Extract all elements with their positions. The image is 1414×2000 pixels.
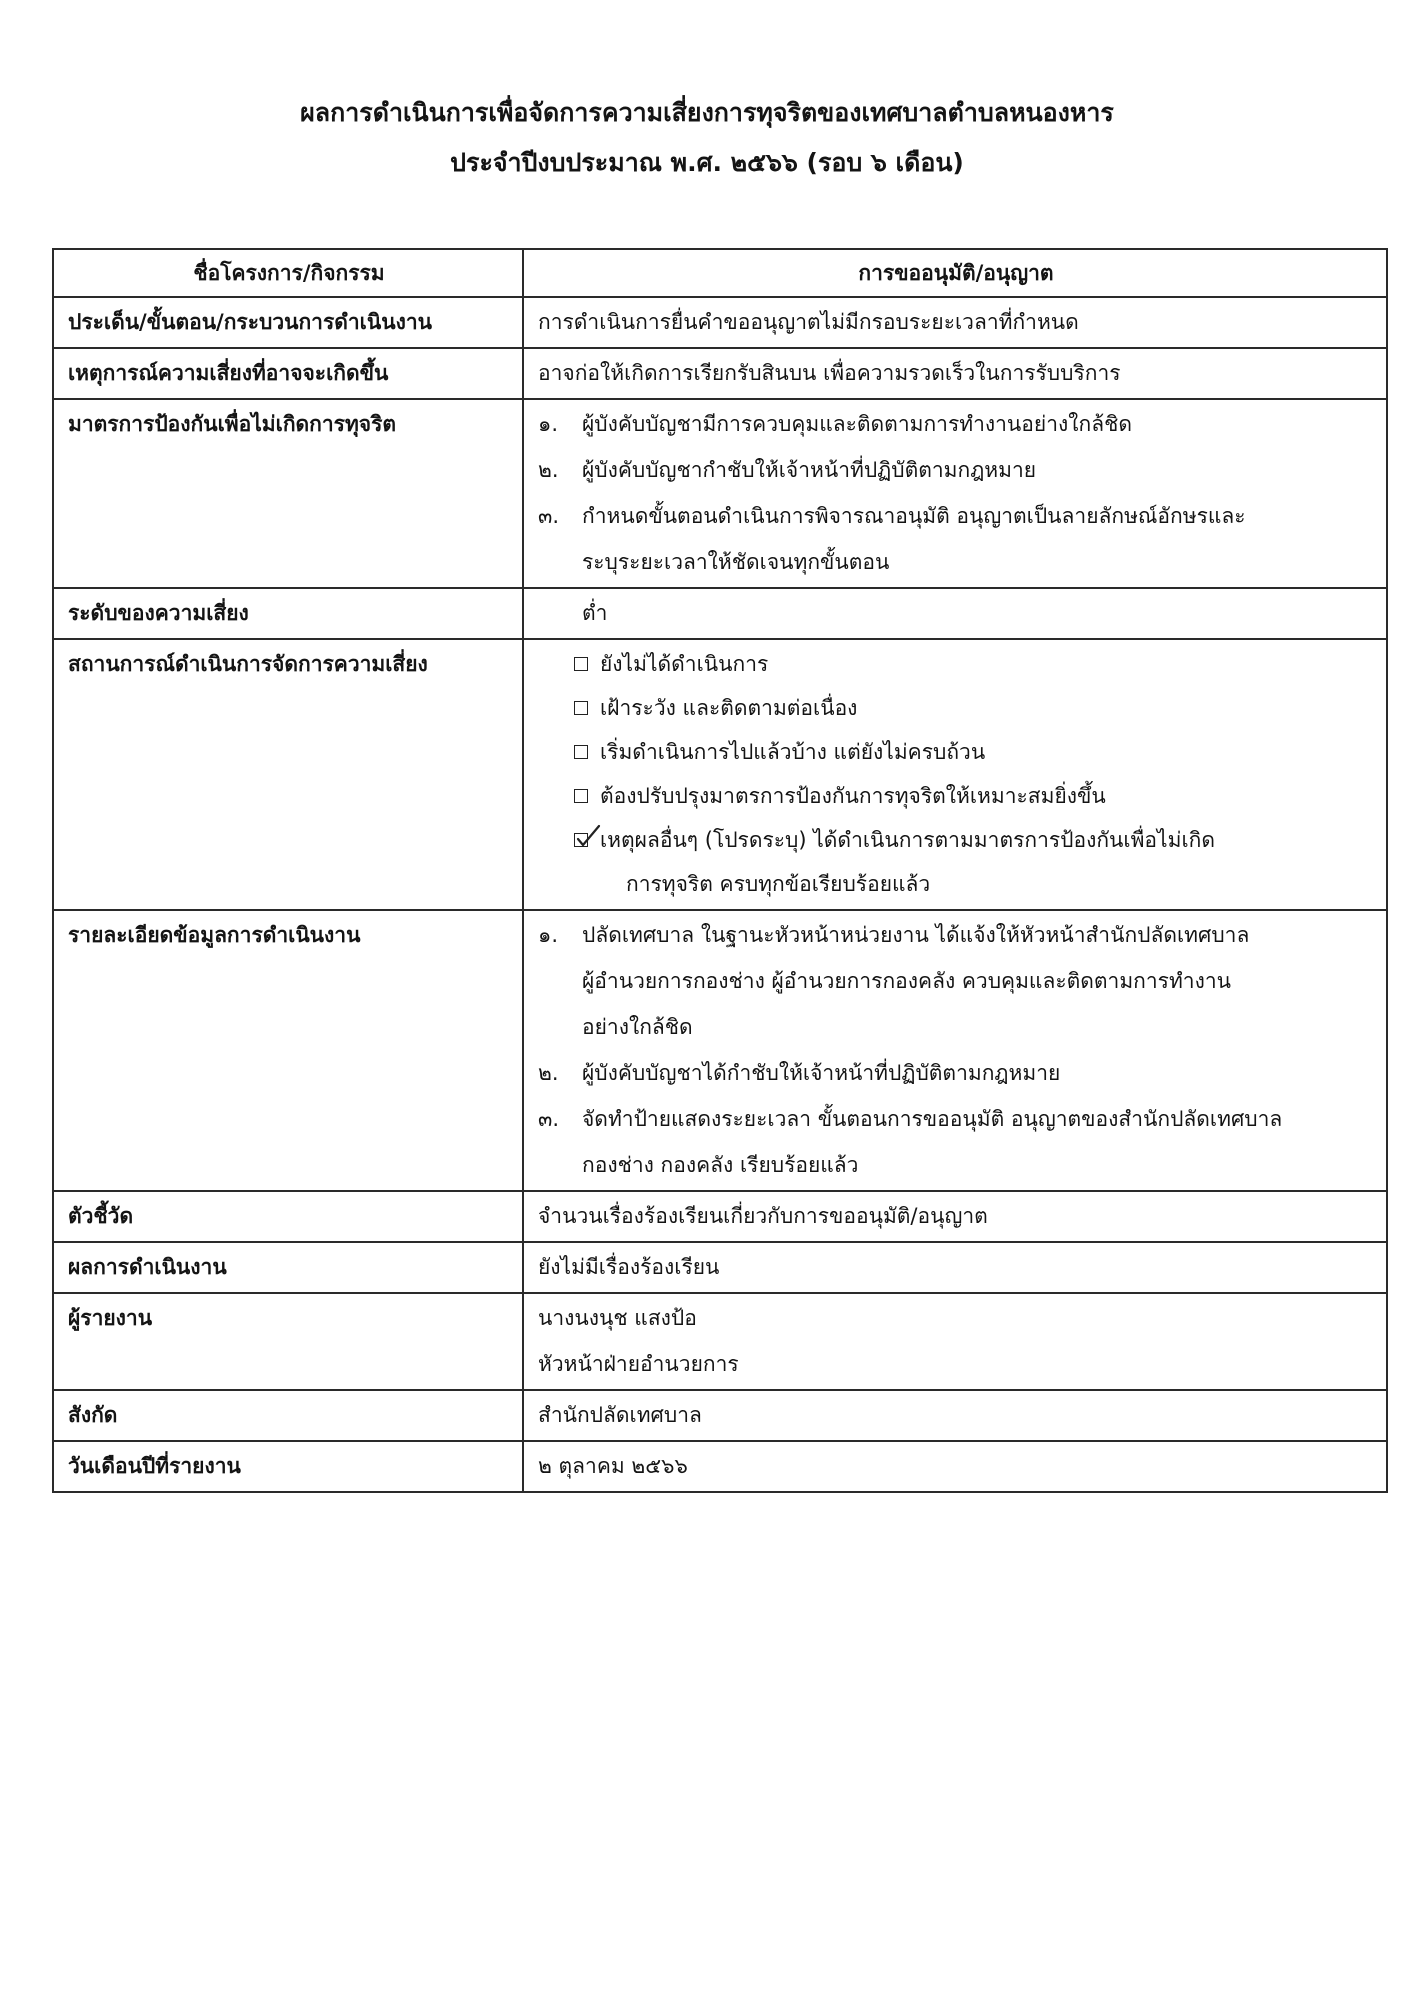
prevention-item-number: ๑.	[538, 412, 559, 436]
result-label: ผลการดำเนินงาน	[53, 1242, 523, 1293]
risk-event-label: เหตุการณ์ความเสี่ยงที่อาจจะเกิดขึ้น	[53, 348, 523, 399]
checkbox-empty	[568, 737, 600, 767]
table-row-status	[53, 639, 1387, 910]
affiliation-value: สำนักปลัดเทศบาล	[523, 1390, 1387, 1441]
status-option-text: เหตุผลอื่นๆ (โปรดระบุ) ได้ดำเนินการตามมาตรการป้องกันเพื่อไม่เกิด	[600, 828, 1215, 852]
risk-level-label: ระดับของความเสี่ยง	[53, 588, 523, 639]
check-mark-icon	[572, 821, 602, 851]
checkbox-empty	[568, 693, 600, 723]
table-row-risk-level	[53, 588, 1387, 639]
reporter-name: นางนงนุช แสงป้อ	[538, 1306, 697, 1330]
status-option-text: ยังไม่ได้ดำเนินการ	[600, 652, 769, 676]
status-option-text: เริ่มดำเนินการไปแล้วบ้าง แต่ยังไม่ครบถ้วน	[600, 740, 986, 764]
details-item-text: ปลัดเทศบาล ในฐานะหัวหน้าหน่วยงาน ได้แจ้งให้หัวหน้าสำนักปลัดเทศบาล	[582, 923, 1250, 947]
process-value: การดำเนินการยื่นคำขออนุญาตไม่มีกรอบระยะเวลาที่กำหนด	[523, 297, 1387, 348]
indicator-label: ตัวชี้วัด	[53, 1191, 523, 1242]
prevention-item-number: ๒.	[538, 458, 559, 482]
report-date-label: วันเดือนปีที่รายงาน	[53, 1441, 523, 1492]
details-item	[538, 1050, 1374, 1096]
checkbox-empty	[568, 781, 600, 811]
document-title: ผลการดำเนินการเพื่อจัดการความเสี่ยงการทุจริตของเทศบาลตำบลหนองหาร	[300, 98, 1114, 127]
details-item	[538, 1096, 1374, 1180]
details-label: รายละเอียดข้อมูลการดำเนินงาน	[53, 910, 523, 1191]
table-row-reporter	[53, 1293, 1387, 1390]
prevention-item-text: กำหนดขั้นตอนดำเนินการพิจารณาอนุมัติ อนุญาตเป็นลายลักษณ์อักษรและ	[582, 504, 1246, 528]
indicator-value: จำนวนเรื่องร้องเรียนเกี่ยวกับการขออนุมัติ/อนุญาต	[523, 1191, 1387, 1242]
table-row-affiliation	[53, 1390, 1387, 1441]
prevention-list	[523, 399, 1387, 588]
details-item-text: ผู้บังคับบัญชาได้กำชับให้เจ้าหน้าที่ปฏิบัติตามกฎหมาย	[582, 1061, 1061, 1085]
risk-event-value: อาจก่อให้เกิดการเรียกรับสินบน เพื่อความรวดเร็วในการรับบริการ	[523, 348, 1387, 399]
risk-level-text: ต่ำ	[582, 601, 608, 625]
prevention-item-text-cont: ระบุระยะเวลาให้ชัดเจนทุกขั้นตอน	[582, 550, 890, 574]
status-option	[568, 730, 1374, 774]
status-option-selected	[568, 818, 1374, 899]
document-subtitle: ประจำปีงบประมาณ พ.ศ. ๒๕๖๖ (รอบ ๖ เดือน)	[450, 148, 964, 177]
status-option-text: เฝ้าระวัง และติดตามต่อเนื่อง	[600, 696, 858, 720]
prevention-item	[538, 447, 1374, 493]
header-label: ชื่อโครงการ/กิจกรรม	[53, 249, 523, 297]
details-list	[523, 910, 1387, 1191]
prevention-label: มาตรการป้องกันเพื่อไม่เกิดการทุจริต	[53, 399, 523, 588]
prevention-item	[538, 493, 1374, 577]
table-row-prevention	[53, 399, 1387, 588]
affiliation-label: สังกัด	[53, 1390, 523, 1441]
reporter-position: หัวหน้าฝ่ายอำนวยการ	[538, 1352, 739, 1376]
header-value: การขออนุมัติ/อนุญาต	[523, 249, 1387, 297]
status-options	[523, 639, 1387, 910]
table-row-result	[53, 1242, 1387, 1293]
table-row-header	[53, 249, 1387, 297]
status-option	[568, 649, 1374, 686]
result-value: ยังไม่มีเรื่องร้องเรียน	[523, 1242, 1387, 1293]
details-item-text: จัดทำป้ายแสดงระยะเวลา ขั้นตอนการขออนุมัติ อนุญาตของสำนักปลัดเทศบาล	[582, 1107, 1283, 1131]
reporter-value	[523, 1293, 1387, 1390]
details-item-number: ๓.	[538, 1107, 560, 1131]
details-item	[538, 920, 1374, 1050]
status-option-text: ต้องปรับปรุงมาตรการป้องกันการทุจริตให้เหมาะสมยิ่งขึ้น	[600, 784, 1106, 808]
details-item-number: ๒.	[538, 1061, 559, 1085]
details-item-text-cont: กองช่าง กองคลัง เรียบร้อยแล้ว	[582, 1153, 859, 1177]
risk-level-value	[523, 588, 1387, 639]
table-row-report-date	[53, 1441, 1387, 1492]
table-row-process	[53, 297, 1387, 348]
prevention-item-number: ๓.	[538, 504, 560, 528]
checkbox-empty	[568, 649, 600, 679]
status-label: สถานการณ์ดำเนินการจัดการความเสี่ยง	[53, 639, 523, 910]
details-item-text-cont: ผู้อำนวยการกองช่าง ผู้อำนวยการกองคลัง ควบคุมและติดตามการทำงาน	[582, 969, 1231, 993]
details-item-text-cont: อย่างใกล้ชิด	[582, 1015, 693, 1039]
details-item-number: ๑.	[538, 923, 559, 947]
risk-report-table	[52, 248, 1388, 1493]
status-option	[568, 774, 1374, 818]
prevention-item	[538, 409, 1374, 447]
report-date-value: ๒ ตุลาคม ๒๕๖๖	[523, 1441, 1387, 1492]
table-row-details	[53, 910, 1387, 1191]
process-label: ประเด็น/ขั้นตอน/กระบวนการดำเนินงาน	[53, 297, 523, 348]
status-option	[568, 686, 1374, 730]
table-row-indicator	[53, 1191, 1387, 1242]
prevention-item-text: ผู้บังคับบัญชากำชับให้เจ้าหน้าที่ปฏิบัติตามกฎหมาย	[582, 458, 1037, 482]
table-row-risk-event	[53, 348, 1387, 399]
status-option-text-cont: การทุจริต ครบทุกข้อเรียบร้อยแล้ว	[626, 872, 931, 896]
reporter-label: ผู้รายงาน	[53, 1293, 523, 1390]
checkbox-checked	[568, 825, 600, 855]
prevention-item-text: ผู้บังคับบัญชามีการควบคุมและติดตามการทำงานอย่างใกล้ชิด	[582, 412, 1132, 436]
